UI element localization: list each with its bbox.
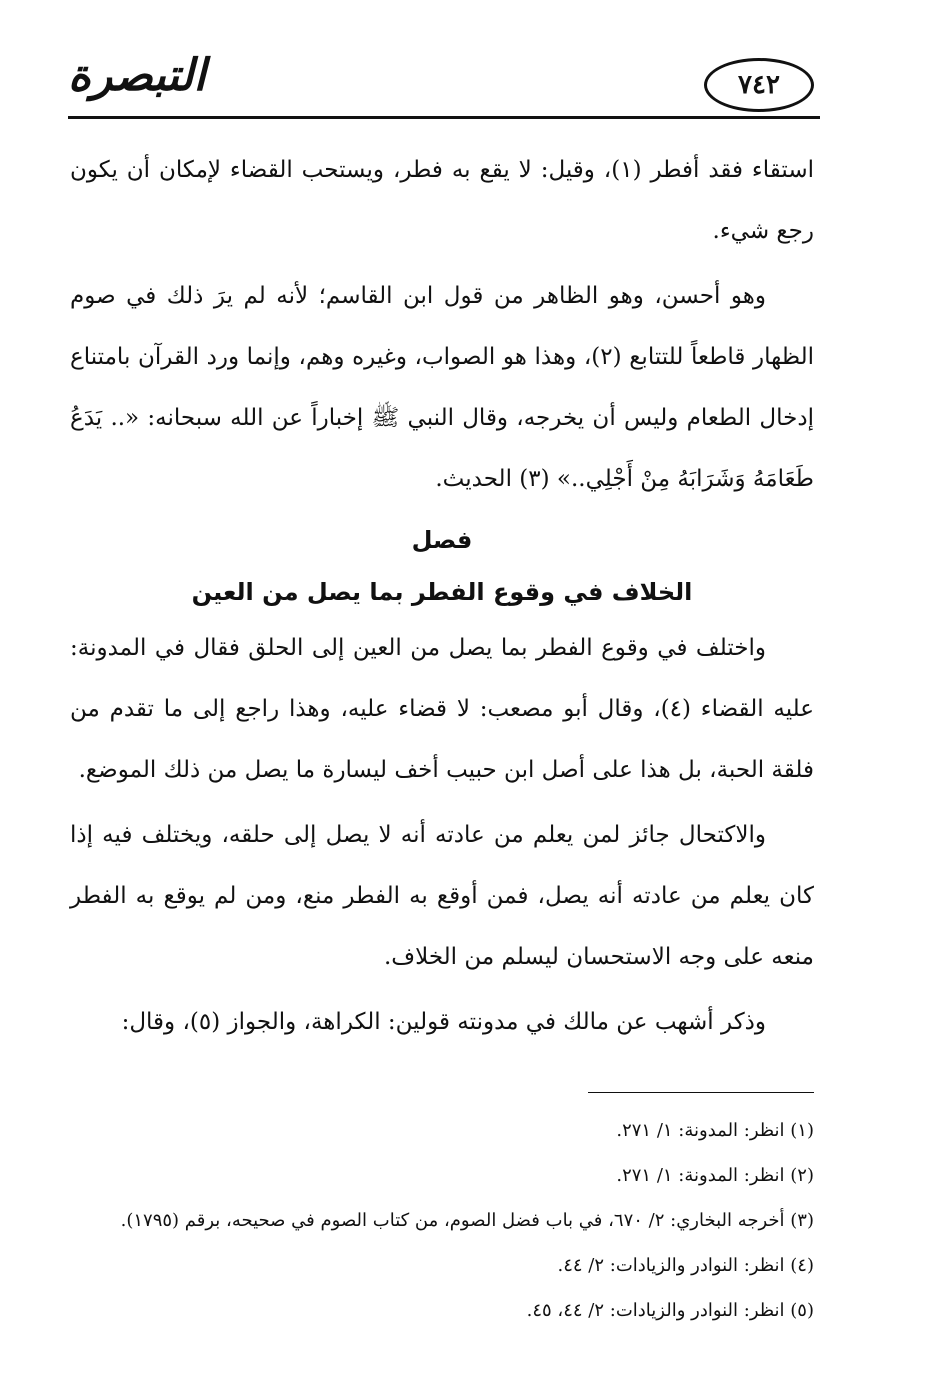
body-paragraph: واختلف في وقوع الفطر بما يصل من العين إلى الحلق فقال في المدونة: عليه القضاء (٤)، وقال أبو مصعب: لا قضاء عليه، وهذا راجع إلى ما تقدم من فلقة الحبة، بل هذا على أصل ابن حبيب أخف ليسارة ما يصل من ذلك الموضع. [70,635,814,783]
body-paragraph: والاكتحال جائز لمن يعلم من عادته أنه لا يصل إلى حلقه، ويختلف فيه إذا كان يعلم من عادته أنه يصل، فمن أوقع به الفطر منع، ومن لم يوقع به الفطر منعه على وجه الاستحسان ليسلم من الخلاف. [70,822,814,970]
header-rule [68,116,820,119]
footnotes [70,1108,814,1333]
body-paragraph: وذكر أشهب عن مالك في مدونته قولين: الكراهة، والجواز (٥)، وقال: [121,1009,766,1035]
section-heading: فصل [411,526,473,554]
page-header [60,48,820,128]
book-title: التبصرة [68,50,206,101]
footnote: (٢) انظر: المدونة: ١/ ٢٧١. [616,1165,814,1186]
footnote: (٥) انظر: النوادر والزيادات: ٢/ ٤٤، ٤٥. [526,1300,814,1321]
page-number: ٧٤٢ [704,58,814,112]
body-paragraph: وهو أحسن، وهو الظاهر من قول ابن القاسم؛ لأنه لم يرَ ذلك في صوم الظهار قاطعاً للتتابع (٢)، وهذا هو الصواب، وغيره وهم، وإنما ورد القرآن بامتناع إدخال الطعام وليس أن يخرجه، وقال النبي ﷺ إخباراً عن الله سبحانه: «.. يَدَعُ طَعَامَهُ وَشَرَابَهُ مِنْ أَجْلِي..» (٣) الحديث. [70,283,814,492]
body-paragraph: استقاء فقد أفطر (١)، وقيل: لا يقع به فطر، ويستحب القضاء لإمكان أن يكون رجع شيء. [70,157,814,244]
footnote: (١) انظر: المدونة: ١/ ٢٧١. [616,1120,814,1141]
footnote: (٣) أخرجه البخاري: ٢/ ٦٧٠، في باب فضل الصوم، من كتاب الصوم في صحيحه، برقم (١٧٩٥). [120,1210,814,1231]
section-subheading: الخلاف في وقوع الفطر بما يصل من العين [191,578,693,606]
page-body [70,140,814,1057]
footnote: (٤) انظر: النوادر والزيادات: ٢/ ٤٤. [557,1255,814,1276]
footnote-separator [588,1092,814,1093]
